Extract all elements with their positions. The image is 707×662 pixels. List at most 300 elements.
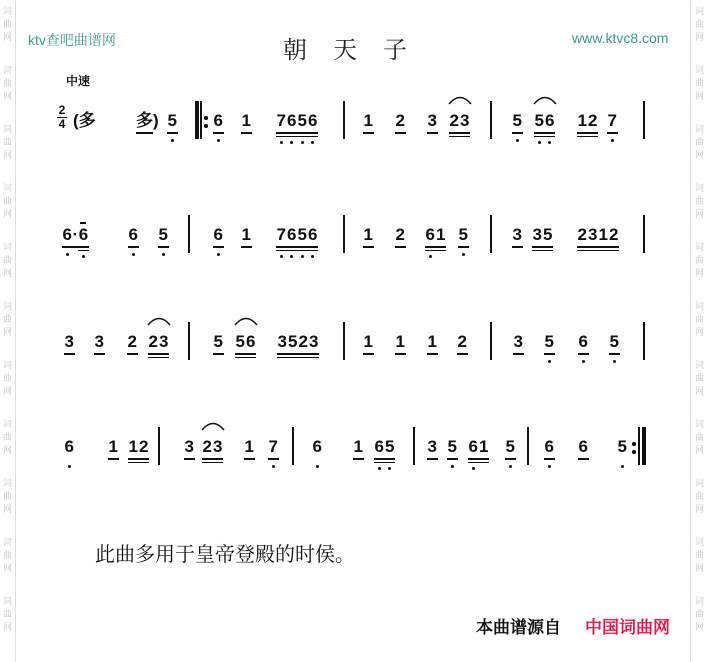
watermark-char: 词 [3, 124, 13, 134]
accent-mark [80, 222, 86, 224]
beam-underline [309, 353, 320, 355]
note-symbol: ( [73, 111, 79, 130]
note-group [544, 437, 555, 457]
low-octave-dot [472, 467, 475, 470]
beam-underline [78, 250, 89, 252]
beam-underline [167, 132, 178, 134]
beam-underline [425, 246, 436, 248]
note-digit: 2 [395, 111, 406, 131]
beam-underline [609, 353, 620, 355]
watermark-char: 曲 [3, 196, 13, 206]
watermark-char: 词 [3, 6, 13, 16]
beam-underline [78, 246, 89, 248]
beam-underline [128, 246, 139, 248]
beam-underline [241, 132, 252, 134]
note-digit: 6 [545, 111, 556, 131]
note-group [458, 225, 469, 245]
beam-underline [457, 353, 468, 355]
barline [527, 427, 529, 465]
beam-underline [545, 132, 556, 134]
note-group [108, 437, 119, 457]
note-group [578, 437, 589, 457]
watermark-char: 曲 [695, 550, 705, 560]
note-group [363, 332, 374, 352]
beam-underline [213, 353, 224, 355]
note-digit: 3 [588, 225, 599, 245]
watermark-char: 词 [3, 419, 13, 429]
watermark-char: 网 [695, 91, 705, 101]
beam-underline [213, 458, 224, 460]
low-octave-dot [613, 360, 616, 363]
time-signature-bottom: 4 [58, 117, 66, 131]
beam-underline [246, 353, 257, 355]
watermark-char: 词 [695, 242, 705, 252]
note-digit: 5 [505, 437, 516, 457]
note-digit: 6 [425, 225, 436, 245]
note-group [128, 225, 139, 245]
watermark-char: 词 [695, 596, 705, 606]
beam-underline [246, 357, 257, 359]
watermark-char: 网 [695, 268, 705, 278]
note-digit: 1 [577, 111, 588, 131]
note-group [468, 437, 489, 457]
note-digit: 1 [363, 225, 374, 245]
low-octave-dot [311, 255, 314, 258]
note-digit: 1 [598, 225, 609, 245]
beam-underline [308, 250, 319, 252]
watermark-char: 网 [3, 504, 13, 514]
watermark-char: 词 [3, 478, 13, 488]
watermark-char: 网 [695, 32, 705, 42]
repeat-thin-bar [638, 427, 640, 465]
note-group [427, 332, 438, 352]
beam-underline [425, 250, 436, 252]
watermark-char: 网 [695, 386, 705, 396]
note-group [374, 437, 395, 457]
low-octave-dot [548, 360, 551, 363]
note-digit: 2 [395, 225, 406, 245]
beam-underline [468, 462, 479, 464]
note-group [577, 225, 619, 245]
watermark-char: 网 [3, 209, 13, 219]
note-group [395, 111, 406, 131]
note-group [73, 111, 96, 131]
note-group [276, 225, 318, 245]
note-digit: 3 [94, 332, 105, 352]
beam-underline [128, 458, 139, 460]
note-symbol: 多 [136, 111, 153, 131]
watermark-char: 词 [695, 124, 705, 134]
note-digit: 5 [534, 111, 545, 131]
beam-underline [276, 136, 287, 138]
beam-underline [449, 132, 460, 134]
beam-underline [213, 132, 224, 134]
beam-underline [287, 246, 298, 248]
beam-underline [577, 132, 588, 134]
beam-underline [128, 462, 139, 464]
low-octave-dot [548, 465, 551, 468]
note-digit: 2 [148, 332, 159, 352]
note-group [449, 111, 470, 131]
watermark-char: 曲 [3, 78, 13, 88]
note-group [213, 332, 224, 352]
note-digit: 3 [532, 225, 543, 245]
repeat-thick-bar [642, 427, 646, 465]
watermark-char: 网 [3, 327, 13, 337]
site-name: ktv查吧曲谱网 [28, 32, 116, 48]
note-group [544, 332, 555, 352]
beam-underline [543, 250, 554, 252]
note-digit: 5 [458, 225, 469, 245]
watermark-char: 词 [695, 537, 705, 547]
watermark-char: 网 [695, 327, 705, 337]
beam-underline [460, 132, 471, 134]
beam-underline [297, 132, 308, 134]
note-group [64, 332, 75, 352]
note-digit: 6 [308, 111, 319, 131]
note-group [312, 437, 323, 457]
song-title: 朝 天 子 [283, 38, 417, 64]
note-group [94, 332, 105, 352]
note-digit: 1 [363, 111, 374, 131]
watermark-char: 网 [695, 209, 705, 219]
score-row-2 [0, 225, 707, 265]
beam-underline [513, 353, 524, 355]
beam-underline [609, 246, 620, 248]
beam-underline [468, 458, 479, 460]
slur-arc [234, 315, 258, 326]
page-border-left [15, 0, 16, 662]
note-digit: 1 [363, 332, 374, 352]
note-group [244, 437, 255, 457]
note-digit: 2 [449, 111, 460, 131]
beam-underline [202, 458, 213, 460]
repeat-dot [632, 442, 636, 446]
note-digit: 7 [607, 111, 618, 131]
note-digit: 1 [353, 437, 364, 457]
note-digit: 3 [512, 225, 523, 245]
beam-underline [588, 250, 599, 252]
beam-underline [139, 458, 150, 460]
score-row-3 [0, 332, 707, 372]
beam-underline [288, 353, 299, 355]
note-digit: 6 [64, 437, 75, 457]
watermark-char: 网 [3, 32, 13, 42]
beam-underline [577, 136, 588, 138]
low-octave-dot [217, 253, 220, 256]
note-digit: 1 [479, 437, 490, 457]
beam-underline [94, 353, 105, 355]
note-digit: 6 [287, 111, 298, 131]
watermark-char: 曲 [695, 196, 705, 206]
source-label: 本曲谱源自 [476, 618, 561, 637]
low-octave-dot [171, 139, 174, 142]
note-group [457, 332, 468, 352]
beam-underline [544, 353, 555, 355]
note-group [617, 437, 628, 457]
watermark-char: 曲 [695, 491, 705, 501]
beam-underline [309, 357, 320, 359]
note-digit: 6 [287, 225, 298, 245]
beam-underline [505, 458, 516, 460]
note-digit: 3 [184, 437, 195, 457]
low-octave-dot [66, 253, 69, 256]
barline [188, 215, 190, 253]
watermark-char: 网 [3, 445, 13, 455]
note-digit: 5 [609, 332, 620, 352]
note-group [158, 225, 169, 245]
watermark-char: 网 [3, 386, 13, 396]
note-group [512, 111, 523, 131]
note-digit: 3 [213, 437, 224, 457]
note-digit: 2 [577, 225, 588, 245]
note-digit: 6 [468, 437, 479, 457]
barline [343, 322, 345, 360]
beam-underline [588, 246, 599, 248]
watermark-char: 曲 [695, 19, 705, 29]
beam-underline [588, 132, 599, 134]
note-digit: 1 [244, 437, 255, 457]
note-symbol: 多 [78, 111, 96, 130]
beam-underline [577, 246, 588, 248]
beam-underline [184, 458, 195, 460]
beam-underline [449, 136, 460, 138]
note-symbol: · [73, 225, 79, 245]
watermark-char: 曲 [3, 491, 13, 501]
low-octave-dot [82, 255, 85, 258]
low-octave-dot [451, 465, 454, 468]
note-digit: 2 [588, 111, 599, 131]
watermark-char: 曲 [695, 255, 705, 265]
note-group [395, 332, 406, 352]
note-group [363, 225, 374, 245]
score-row-1 [0, 103, 707, 151]
note-group [184, 437, 195, 457]
note-group [577, 111, 598, 131]
barline [292, 427, 294, 465]
low-octave-dot [217, 139, 220, 142]
note-digit: 5 [385, 437, 396, 457]
note-digit: 6 [213, 225, 224, 245]
source-site: 中国词曲网 [585, 618, 670, 637]
beam-underline [460, 136, 471, 138]
beam-underline [363, 353, 374, 355]
beam-underline [241, 246, 252, 248]
note-group [167, 111, 178, 131]
note-group [363, 111, 374, 131]
watermark-char: 曲 [3, 137, 13, 147]
low-octave-dot [280, 255, 283, 258]
note-group [607, 111, 618, 131]
beam-underline [447, 458, 458, 460]
note-group [505, 437, 516, 457]
watermark-char: 曲 [695, 78, 705, 88]
note-digit: 3 [513, 332, 524, 352]
barline [643, 215, 645, 253]
low-octave-dot [301, 141, 304, 144]
beam-underline [287, 132, 298, 134]
beam-underline [479, 462, 490, 464]
beam-underline [139, 462, 150, 464]
repeat-end-sign [632, 437, 646, 457]
beam-underline [136, 132, 153, 134]
watermark-char: 网 [3, 150, 13, 160]
note-digit: 1 [395, 332, 406, 352]
barline [343, 215, 345, 253]
watermark-char: 词 [3, 65, 13, 75]
watermark-char: 网 [3, 91, 13, 101]
watermark-char: 词 [695, 65, 705, 75]
watermark-char: 网 [695, 622, 705, 632]
note-group [353, 437, 364, 457]
beam-underline [545, 136, 556, 138]
watermark-char: 曲 [3, 432, 13, 442]
low-octave-dot [311, 141, 314, 144]
slur-arc [533, 94, 557, 105]
note-group [395, 225, 406, 245]
watermark-char: 词 [695, 478, 705, 488]
note-group [425, 225, 446, 245]
barline [490, 215, 492, 253]
beam-underline [297, 136, 308, 138]
time-signature [56, 104, 68, 131]
note-digit: 3 [159, 332, 170, 352]
beam-underline [202, 462, 213, 464]
note-group [427, 437, 438, 457]
note-group [532, 225, 553, 245]
watermark-char: 曲 [695, 432, 705, 442]
slur-arc [448, 94, 472, 105]
note-group [512, 225, 523, 245]
note-digit: 2 [457, 332, 468, 352]
beam-underline [268, 458, 279, 460]
watermark-char: 曲 [3, 255, 13, 265]
barline [490, 101, 492, 139]
beam-underline [148, 357, 159, 359]
beam-underline [297, 246, 308, 248]
note-digit: 3 [309, 332, 320, 352]
note-digit: 7 [268, 437, 279, 457]
beam-underline [544, 458, 555, 460]
repeat-dot [632, 450, 636, 454]
beam-underline [308, 136, 319, 138]
watermark-char: 网 [695, 504, 705, 514]
watermark-char: 网 [3, 563, 13, 573]
low-octave-dot [290, 255, 293, 258]
beam-underline [588, 136, 599, 138]
watermark-char: 网 [695, 563, 705, 573]
note-digit: 6 [578, 332, 589, 352]
note-digit: 1 [241, 111, 252, 131]
beam-underline [374, 458, 385, 460]
note-digit: 2 [127, 332, 138, 352]
beam-underline [479, 458, 490, 460]
note-digit: 1 [128, 437, 139, 457]
watermark-char: 词 [3, 242, 13, 252]
beam-underline [62, 246, 73, 248]
note-digit: 6 [374, 437, 385, 457]
note-group [213, 111, 224, 131]
time-signature-top: 2 [58, 103, 66, 117]
beam-underline [308, 246, 319, 248]
beam-underline [395, 132, 406, 134]
note-digit: 5 [213, 332, 224, 352]
barline [643, 101, 645, 139]
tempo-marking: 中速 [66, 74, 91, 88]
barline [158, 427, 160, 465]
note-digit: 6 [578, 437, 589, 457]
beam-underline [276, 246, 287, 248]
watermark-char: 词 [3, 537, 13, 547]
beam-underline [213, 246, 224, 248]
note-digit: 2 [609, 225, 620, 245]
beam-underline [534, 132, 545, 134]
note-digit: 5 [512, 111, 523, 131]
note-group [241, 111, 252, 131]
beam-underline [235, 357, 246, 359]
note-digit: 1 [436, 225, 447, 245]
watermark-char: 词 [695, 301, 705, 311]
beam-underline [277, 353, 288, 355]
beam-underline [385, 462, 396, 464]
beam-underline [287, 250, 298, 252]
beam-underline [458, 246, 469, 248]
slur-arc [147, 315, 171, 326]
low-octave-dot [272, 465, 275, 468]
note-digit: 7 [276, 225, 287, 245]
beam-underline [427, 458, 438, 460]
note-group [64, 437, 75, 457]
beam-underline [287, 136, 298, 138]
barline [343, 101, 345, 139]
beam-underline [108, 458, 119, 460]
watermark-char: 曲 [3, 314, 13, 324]
watermark-char: 曲 [695, 314, 705, 324]
low-octave-dot [388, 467, 391, 470]
barline [490, 322, 492, 360]
beam-underline [436, 250, 447, 252]
beam-underline [395, 353, 406, 355]
note-digit: 6 [128, 225, 139, 245]
note-digit: 1 [427, 332, 438, 352]
site-url: www.ktvc8.com [572, 30, 669, 46]
beam-underline [363, 132, 374, 134]
beam-underline [598, 250, 609, 252]
beam-underline [308, 132, 319, 134]
note-digit: 5 [167, 111, 178, 131]
beam-underline [363, 246, 374, 248]
beam-underline [277, 357, 288, 359]
note-digit: 6 [78, 225, 89, 245]
low-octave-dot [509, 465, 512, 468]
note-group [534, 111, 555, 131]
repeat-dot [204, 124, 208, 128]
beam-underline [578, 458, 589, 460]
beam-underline [532, 246, 543, 248]
score-description: 此曲多用于皇帝登殿的时侯。 [95, 544, 355, 566]
note-digit: 1 [241, 225, 252, 245]
beam-underline [244, 458, 255, 460]
beam-underline [427, 353, 438, 355]
beam-underline [534, 136, 545, 138]
beam-underline [543, 246, 554, 248]
watermark-char: 曲 [3, 373, 13, 383]
note-group [148, 332, 169, 352]
note-digit: 6 [246, 332, 257, 352]
low-octave-dot [316, 465, 319, 468]
low-octave-dot [429, 255, 432, 258]
note-group [513, 332, 524, 352]
